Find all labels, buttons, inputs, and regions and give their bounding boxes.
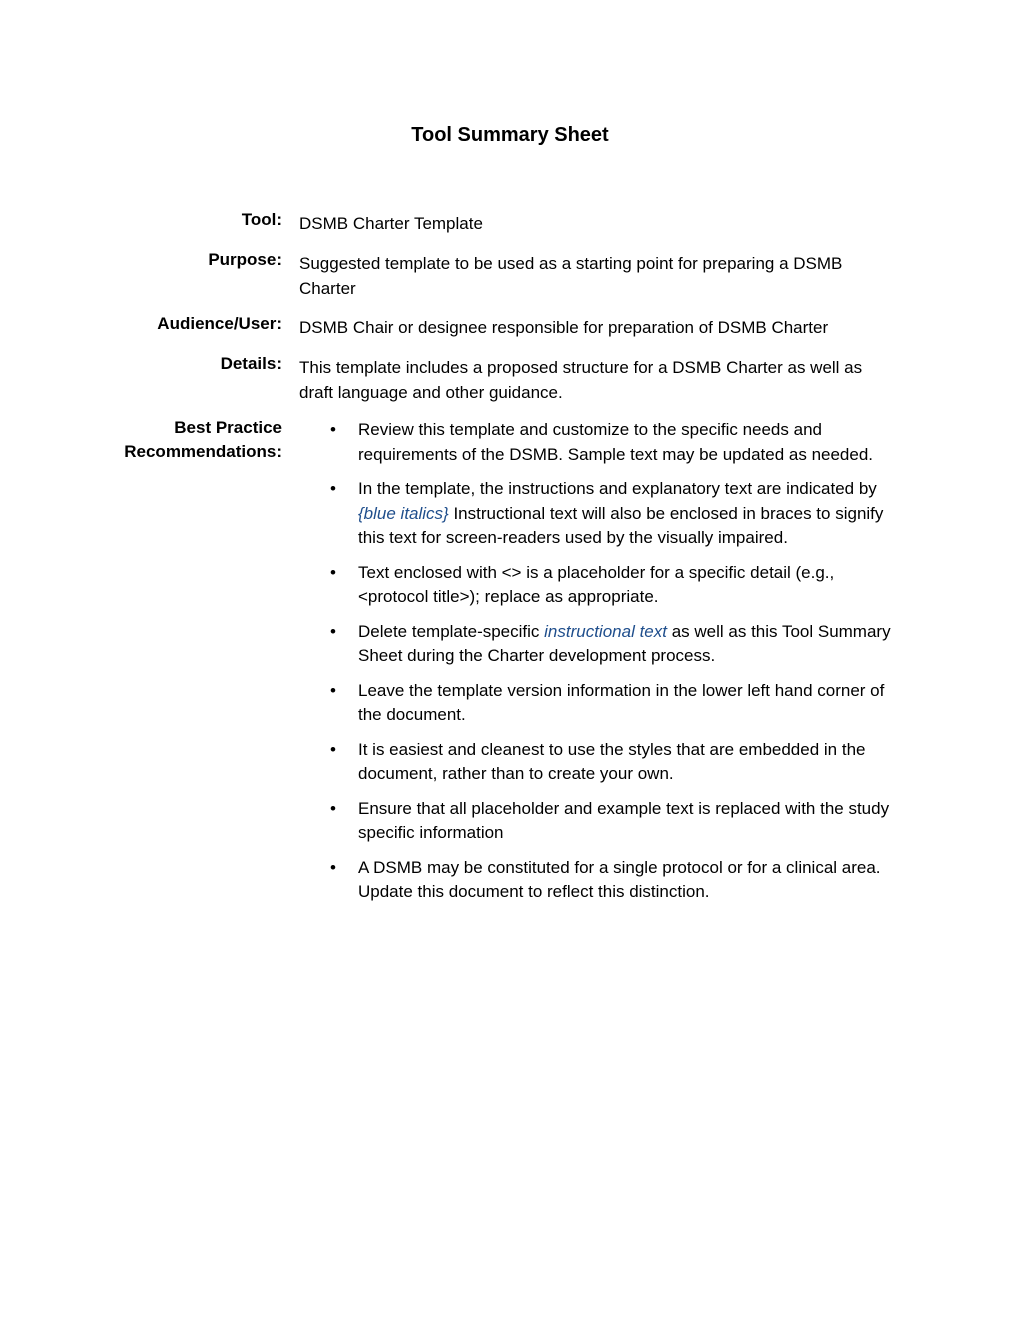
best-practice-label-line2: Recommendations: — [124, 442, 282, 461]
summary-table — [0, 208, 1020, 915]
list-item — [299, 418, 899, 467]
list-item — [299, 561, 899, 610]
list-item — [299, 679, 899, 728]
details-value: This template includes a proposed structure for a DSMB Charter as well as draft language and other guidance. — [299, 358, 863, 402]
bullet-icon: • — [330, 562, 336, 582]
list-item-text: A DSMB may be constituted for a single protocol or for a clinical area. Update this document to reflect this distinction. — [358, 857, 881, 901]
best-practice-value — [299, 416, 899, 915]
details-label: Details: — [220, 354, 282, 373]
list-item-text: Ensure that all placeholder and example text is replaced with the study specific information — [358, 798, 890, 842]
list-item-text-before: In the template, the instructions and explanatory text are indicated by — [358, 479, 877, 498]
page-title: Tool Summary Sheet — [411, 124, 609, 146]
bullet-icon: • — [330, 798, 336, 818]
list-item-text: Leave the template version information in the lower left hand corner of the document. — [358, 680, 885, 724]
list-item — [299, 477, 899, 551]
list-item-text-after: as well as this Tool Summary Sheet during the Charter development process. — [358, 621, 891, 665]
list-item — [299, 620, 899, 669]
tool-value: DSMB Charter Template — [299, 214, 483, 233]
instructional-text-example: instructional text — [544, 621, 667, 641]
list-item-text-before: Delete template-specific — [358, 621, 545, 641]
bullet-icon: • — [330, 479, 336, 498]
bullet-icon: • — [330, 739, 336, 759]
audience-value: DSMB Chair or designee responsible for preparation of DSMB Charter — [299, 318, 829, 337]
audience-label: Audience/User: — [157, 314, 282, 333]
list-item — [299, 856, 899, 905]
purpose-label: Purpose: — [208, 250, 282, 269]
best-practice-label — [0, 416, 283, 464]
list-item-text: It is easiest and cleanest to use the styles that are embedded in the document, rather than to create your own. — [358, 739, 866, 783]
tool-label: Tool: — [241, 210, 282, 229]
list-item-text: Text enclosed with <> is a placeholder for a specific detail (e.g., <protocol title>); replace as appropriate. — [358, 562, 835, 606]
recommendations-list — [299, 418, 899, 905]
bullet-icon: • — [330, 420, 336, 439]
tool-row — [0, 208, 1020, 248]
bullet-icon: • — [330, 857, 336, 877]
bullet-icon: • — [330, 621, 336, 641]
list-item — [299, 738, 899, 787]
blue-italics-example: {blue italics} — [358, 503, 449, 523]
audience-row — [0, 312, 1020, 352]
best-practice-row — [0, 416, 1020, 915]
list-item — [299, 797, 899, 846]
list-item-text: Review this template and customize to the specific needs and requirements of the DSMB. Sample text may be updated as needed. — [358, 420, 874, 464]
bullet-icon: • — [330, 680, 336, 700]
list-item-text-after: Instructional text will also be enclosed in braces to signify this text for screen-readers used by the visually impaired. — [358, 503, 884, 547]
best-practice-label-line1: Best Practice — [174, 418, 282, 437]
purpose-row — [0, 248, 1020, 312]
details-row — [0, 352, 1020, 416]
purpose-value: Suggested template to be used as a starting point for preparing a DSMB Charter — [299, 254, 843, 298]
